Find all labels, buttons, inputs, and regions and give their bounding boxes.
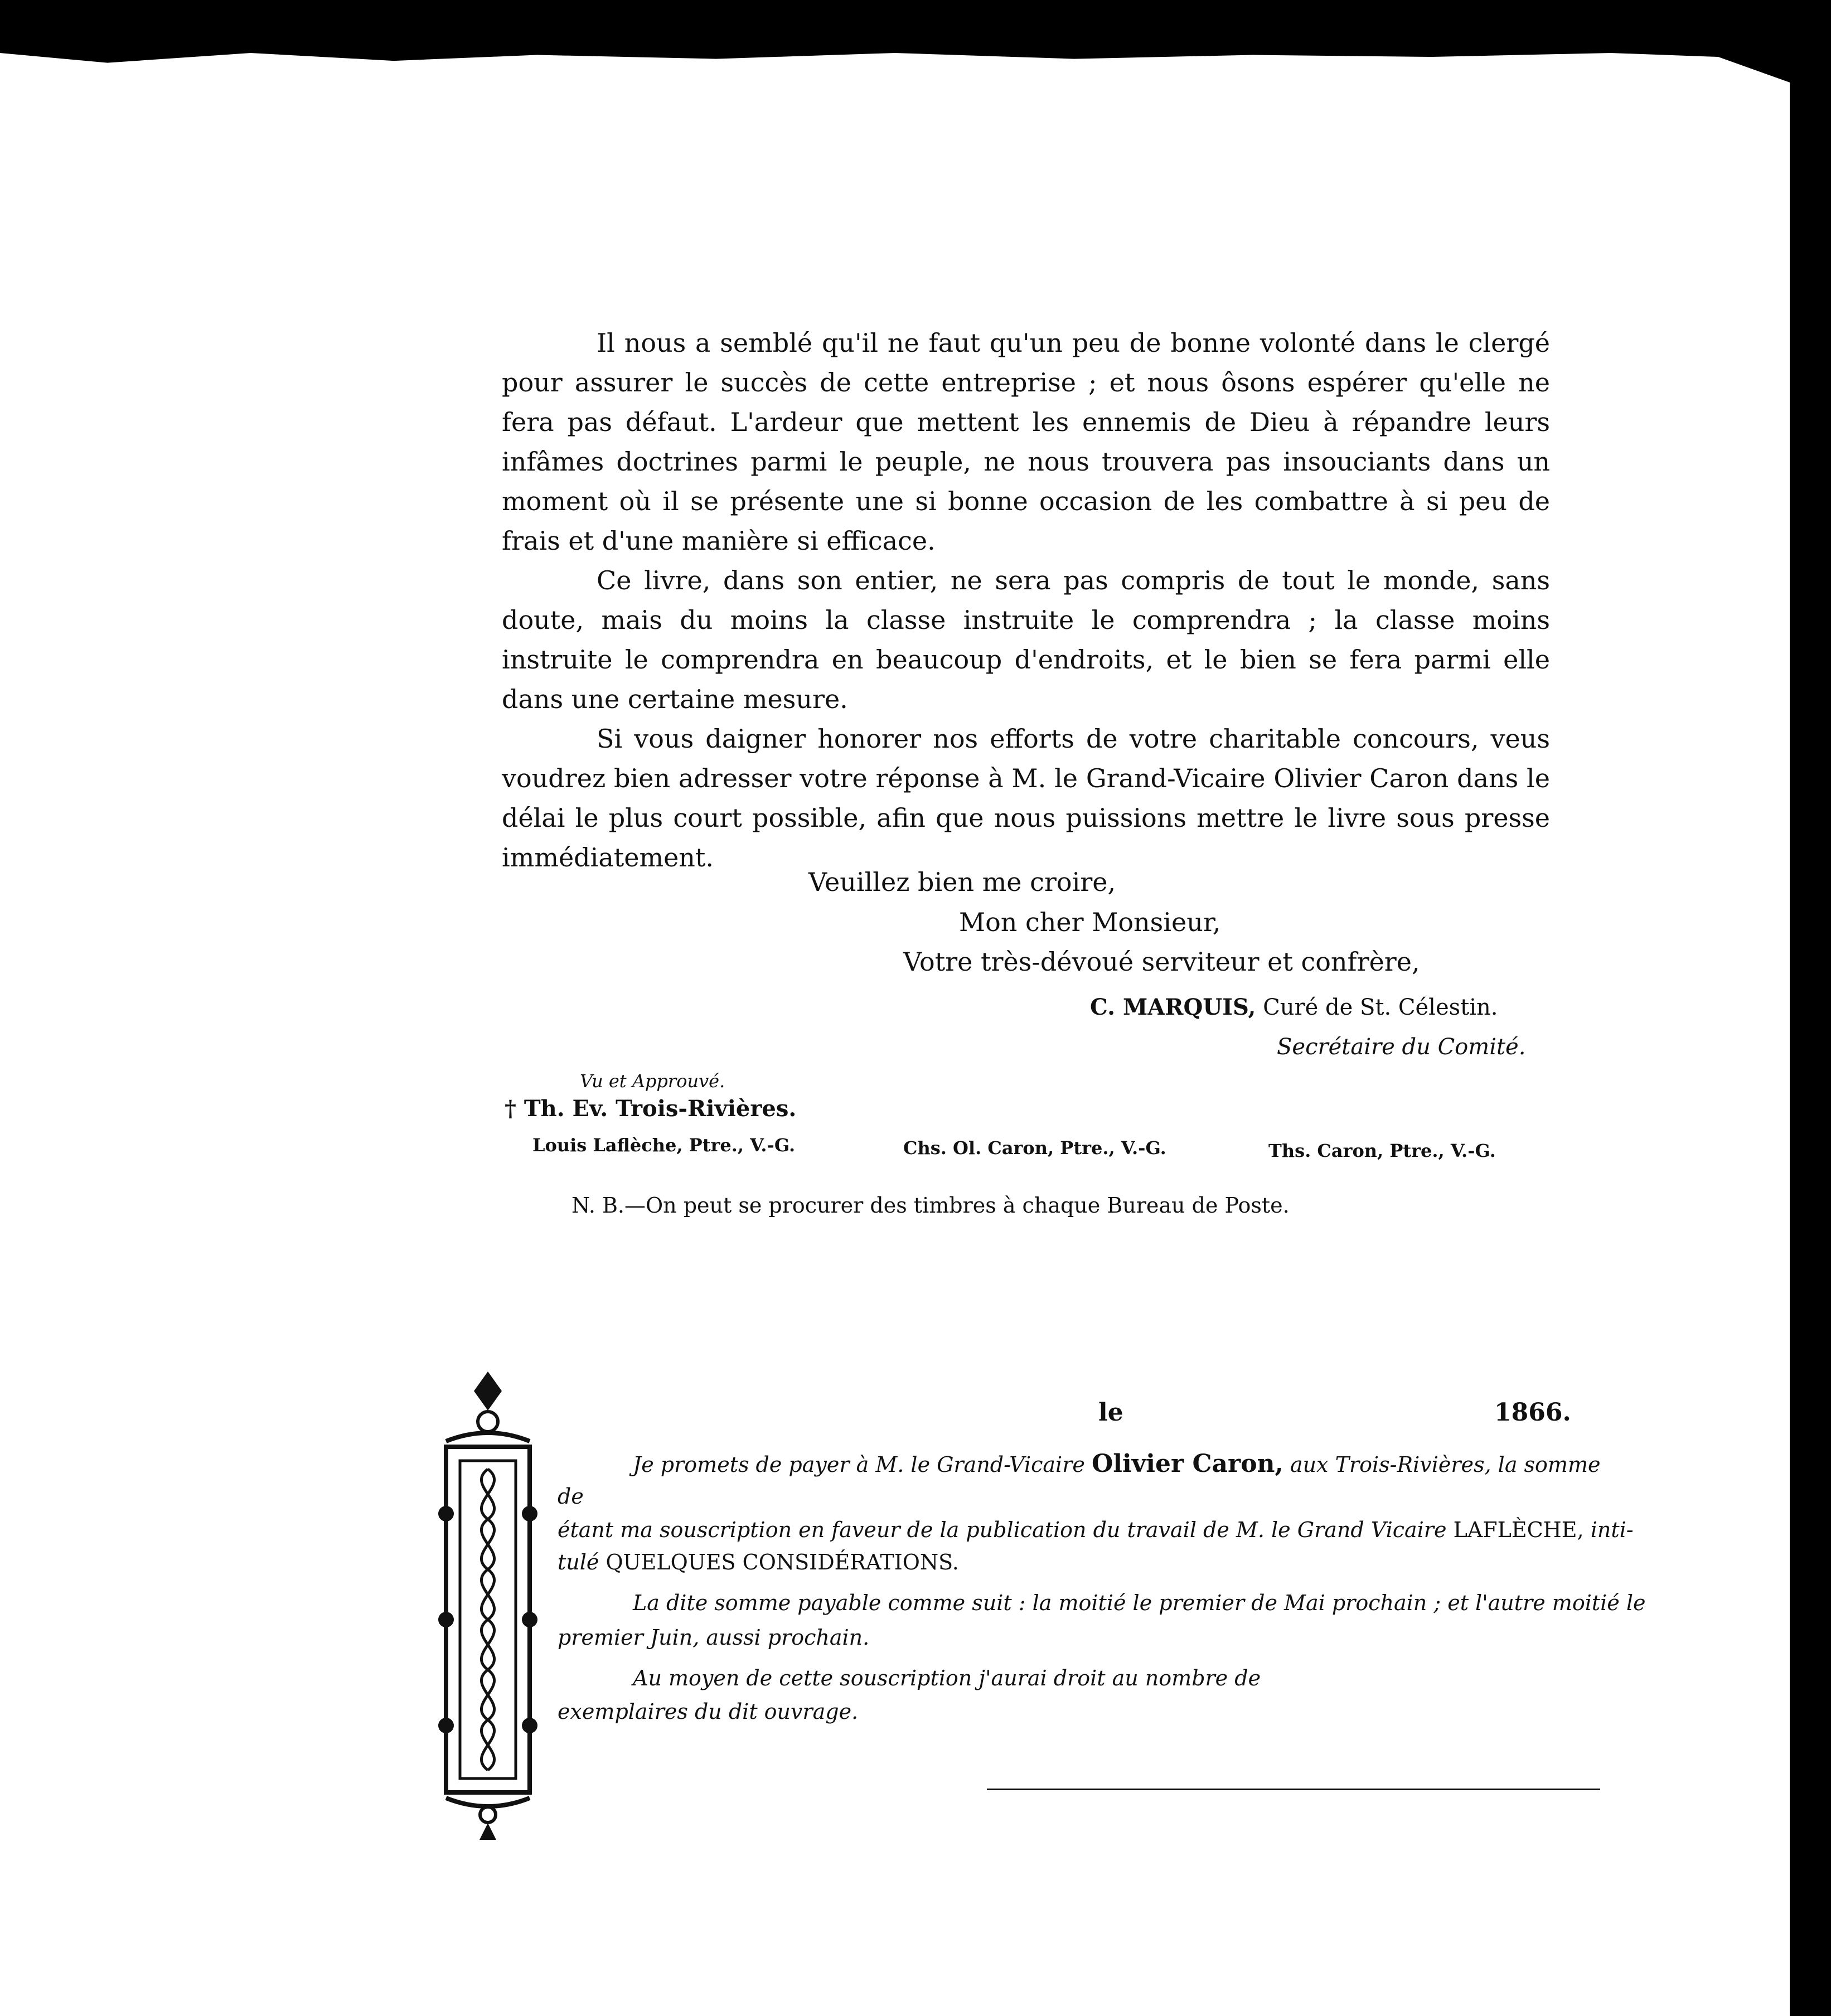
form-line-3a: étant ma souscription en faveur de la publication du travail de M. le Grand Vicaire: [558, 1518, 1447, 1542]
form-line-1c: aux Trois-Rivières, la somme: [1290, 1452, 1601, 1477]
ornament-border-icon: [429, 1369, 546, 1843]
form-line-7: Au moyen de cette souscription j'aurai droit au nombre de: [633, 1666, 1261, 1690]
closing-line-3: Votre très-dévoué serviteur et confrère,: [903, 947, 1420, 977]
form-line-1: [633, 1450, 1600, 1478]
paragraph-2: Ce livre, dans son entier, ne sera pas compris de tout le monde, sans doute, mais du moins la classe instruite le comprendra ; la classe moins instruite le comprendra en beaucoup d'endroits, et le bien se fera parmi elle dans une certaine mesure.: [502, 565, 1550, 714]
signer-title: Secrétaire du Comité.: [1277, 1034, 1526, 1060]
form-date-le: le: [1098, 1398, 1123, 1427]
signer-role: Curé de St. Célestin.: [1263, 995, 1498, 1020]
form-line-4: [558, 1550, 959, 1574]
form-line-4a: tulé: [558, 1550, 599, 1574]
approval-vicar-3: Ths. Caron, Ptre., V.-G.: [1268, 1140, 1496, 1161]
form-year: 1866.: [1494, 1398, 1571, 1427]
approval-bishop: † Th. Ev. Trois-Rivières.: [505, 1096, 797, 1122]
form-book-title: QUELQUES CONSIDÉRATIONS.: [606, 1550, 959, 1574]
form-line-8: exemplaires du dit ouvrage.: [558, 1699, 859, 1724]
closing-line-1: Veuillez bien me croire,: [808, 867, 1116, 897]
letter-body: [502, 323, 1550, 878]
form-line-3c: inti-: [1590, 1518, 1634, 1542]
form-line-5: La dite somme payable comme suit : la moitié le premier de Mai prochain ; et l'autre moitié le: [633, 1591, 1646, 1615]
approval-vicar-2: Chs. Ol. Caron, Ptre., V.-G.: [903, 1137, 1166, 1159]
approval-label: Vu et Approuvé.: [580, 1070, 725, 1092]
form-author: LAFLÈCHE,: [1453, 1518, 1584, 1542]
form-line-6: premier Juin, aussi prochain.: [558, 1625, 870, 1650]
postal-note: N. B.—On peut se procurer des timbres à chaque Bureau de Poste.: [571, 1193, 1290, 1218]
closing-line-2: Mon cher Monsieur,: [959, 907, 1221, 937]
paragraph-1: Il nous a semblé qu'il ne faut qu'un peu de bonne volonté dans le clergé pour assurer le succès de cette entreprise ; et nous ôsons espérer qu'elle ne fera pas défaut. L'ardeur que mettent les ennemis de Dieu à répandre leurs infâmes doctrines parmi le peuple, ne nous trouvera pas insouciants dans un moment où il se présente une si bonne occasion de les combattre à si peu de frais et d'une manière si efficace.: [502, 328, 1550, 556]
approval-vicar-1: Louis Laflèche, Ptre., V.-G.: [532, 1135, 796, 1156]
signature-line: [987, 1789, 1600, 1790]
form-line-2: de: [558, 1484, 584, 1509]
signer-name: C. MARQUIS,: [1090, 994, 1256, 1020]
signature: [1090, 994, 1498, 1020]
form-line-1a: Je promets de payer à M. le Grand-Vicaire: [633, 1452, 1085, 1477]
paragraph-3: Si vous daigner honorer nos efforts de votre charitable concours, veus voudrez bien adresser votre réponse à M. le Grand-Vicaire Olivier Caron dans le délai le plus court possible, afin que nous puissions mettre le livre sous presse immédiatement.: [502, 724, 1550, 873]
form-payee: Olivier Caron,: [1091, 1450, 1283, 1478]
form-line-3: [558, 1518, 1634, 1542]
